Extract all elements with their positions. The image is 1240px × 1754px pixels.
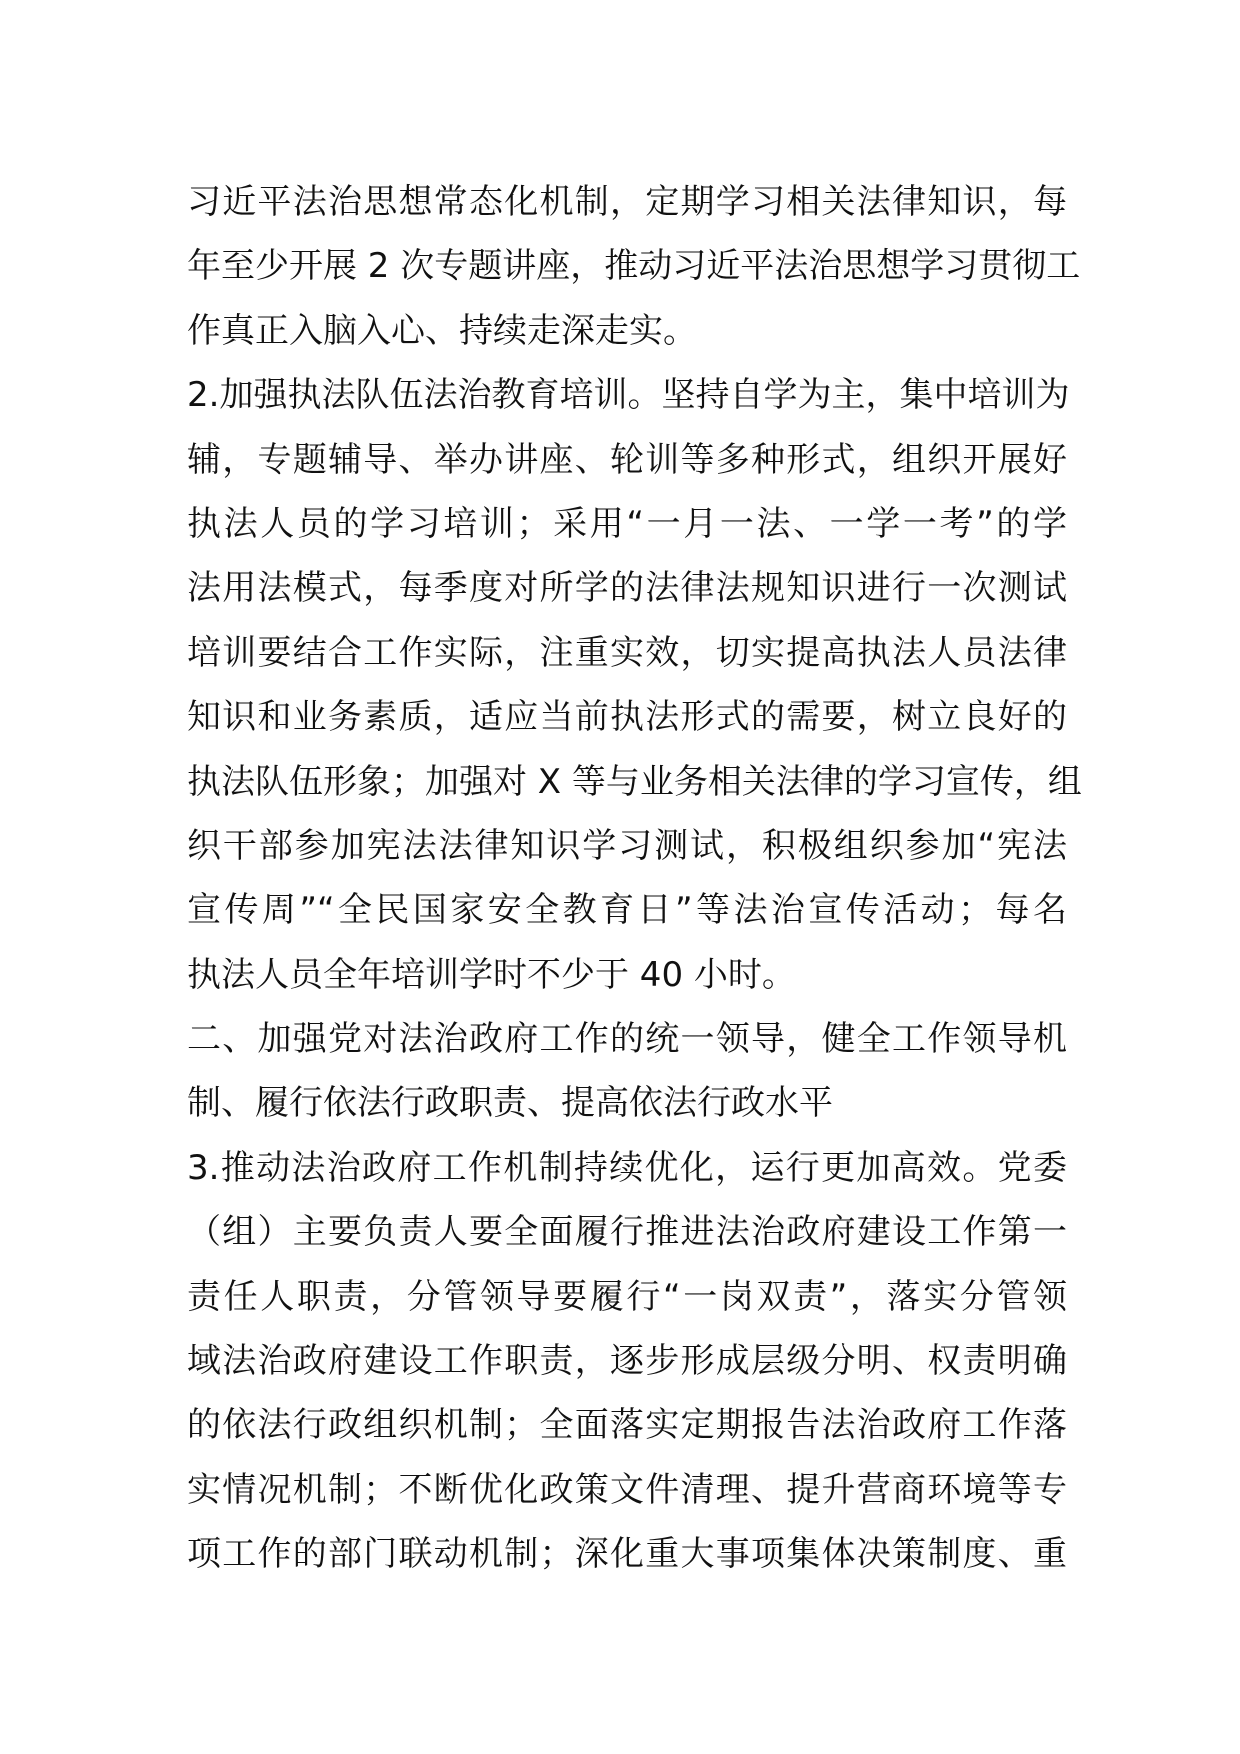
text-line-21: 实情况机制；不断优化政策文件清理、提升营商环境等专 <box>187 1469 1067 1510</box>
body-text <box>187 170 1082 1587</box>
text-line-13: 执法人员全年培训学时不少于 40 小时。 <box>187 954 796 995</box>
text-line-8: 培训要结合工作实际，注重实效，切实提高执法人员法律 <box>187 632 1067 673</box>
text-line-11: 织干部参加宪法法律知识学习测试，积极组织参加“宪法 <box>187 825 1067 866</box>
text-line-9: 知识和业务素质，适应当前执法形式的需要，树立良好的 <box>187 697 1067 738</box>
text-line-22: 项工作的部门联动机制；深化重大事项集体决策制度、重 <box>187 1534 1067 1575</box>
text-line-6: 执法人员的学习培训；采用“一月一法、一学一考”的学 <box>187 503 1067 544</box>
text-line-16: 3.推动法治政府工作机制持续优化，运行更加高效。党委 <box>187 1147 1067 1188</box>
text-line-2: 年至少开展 2 次专题讲座，推动习近平法治思想学习贯彻工 <box>187 246 1081 287</box>
text-line-17: （组）主要负责人要全面履行推进法治政府建设工作第一 <box>187 1212 1067 1253</box>
section-heading-line-2: 制、履行依法行政职责、提高依法行政水平 <box>187 1083 833 1124</box>
text-line-18: 责任人职责，分管领导要履行“一岗双责”，落实分管领 <box>187 1276 1067 1317</box>
text-line-1: 习近平法治思想常态化机制，定期学习相关法律知识，每 <box>187 182 1067 222</box>
section-heading-line-1: 二、加强党对法治政府工作的统一领导，健全工作领导机 <box>187 1019 1067 1060</box>
text-line-7: 法用法模式，每季度对所学的法律法规知识进行一次测试 <box>187 568 1067 609</box>
text-line-19: 域法治政府建设工作职责，逐步形成层级分明、权责明确 <box>187 1341 1067 1382</box>
text-line-20: 的依法行政组织机制；全面落实定期报告法治政府工作落 <box>187 1405 1067 1446</box>
text-line-4: 2.加强执法队伍法治教育培训。坚持自学为主，集中培训为 <box>187 375 1070 416</box>
text-line-5: 辅，专题辅导、举办讲座、轮训等多种形式，组织开展好 <box>187 439 1067 480</box>
text-line-12: 宣传周”“全民国家安全教育日”等法治宣传活动；每名 <box>187 890 1067 931</box>
text-line-10: 执法队伍形象；加强对 X 等与业务相关法律的学习宣传，组 <box>187 761 1082 802</box>
text-line-3: 作真正入脑入心、持续走深走实。 <box>187 310 697 351</box>
